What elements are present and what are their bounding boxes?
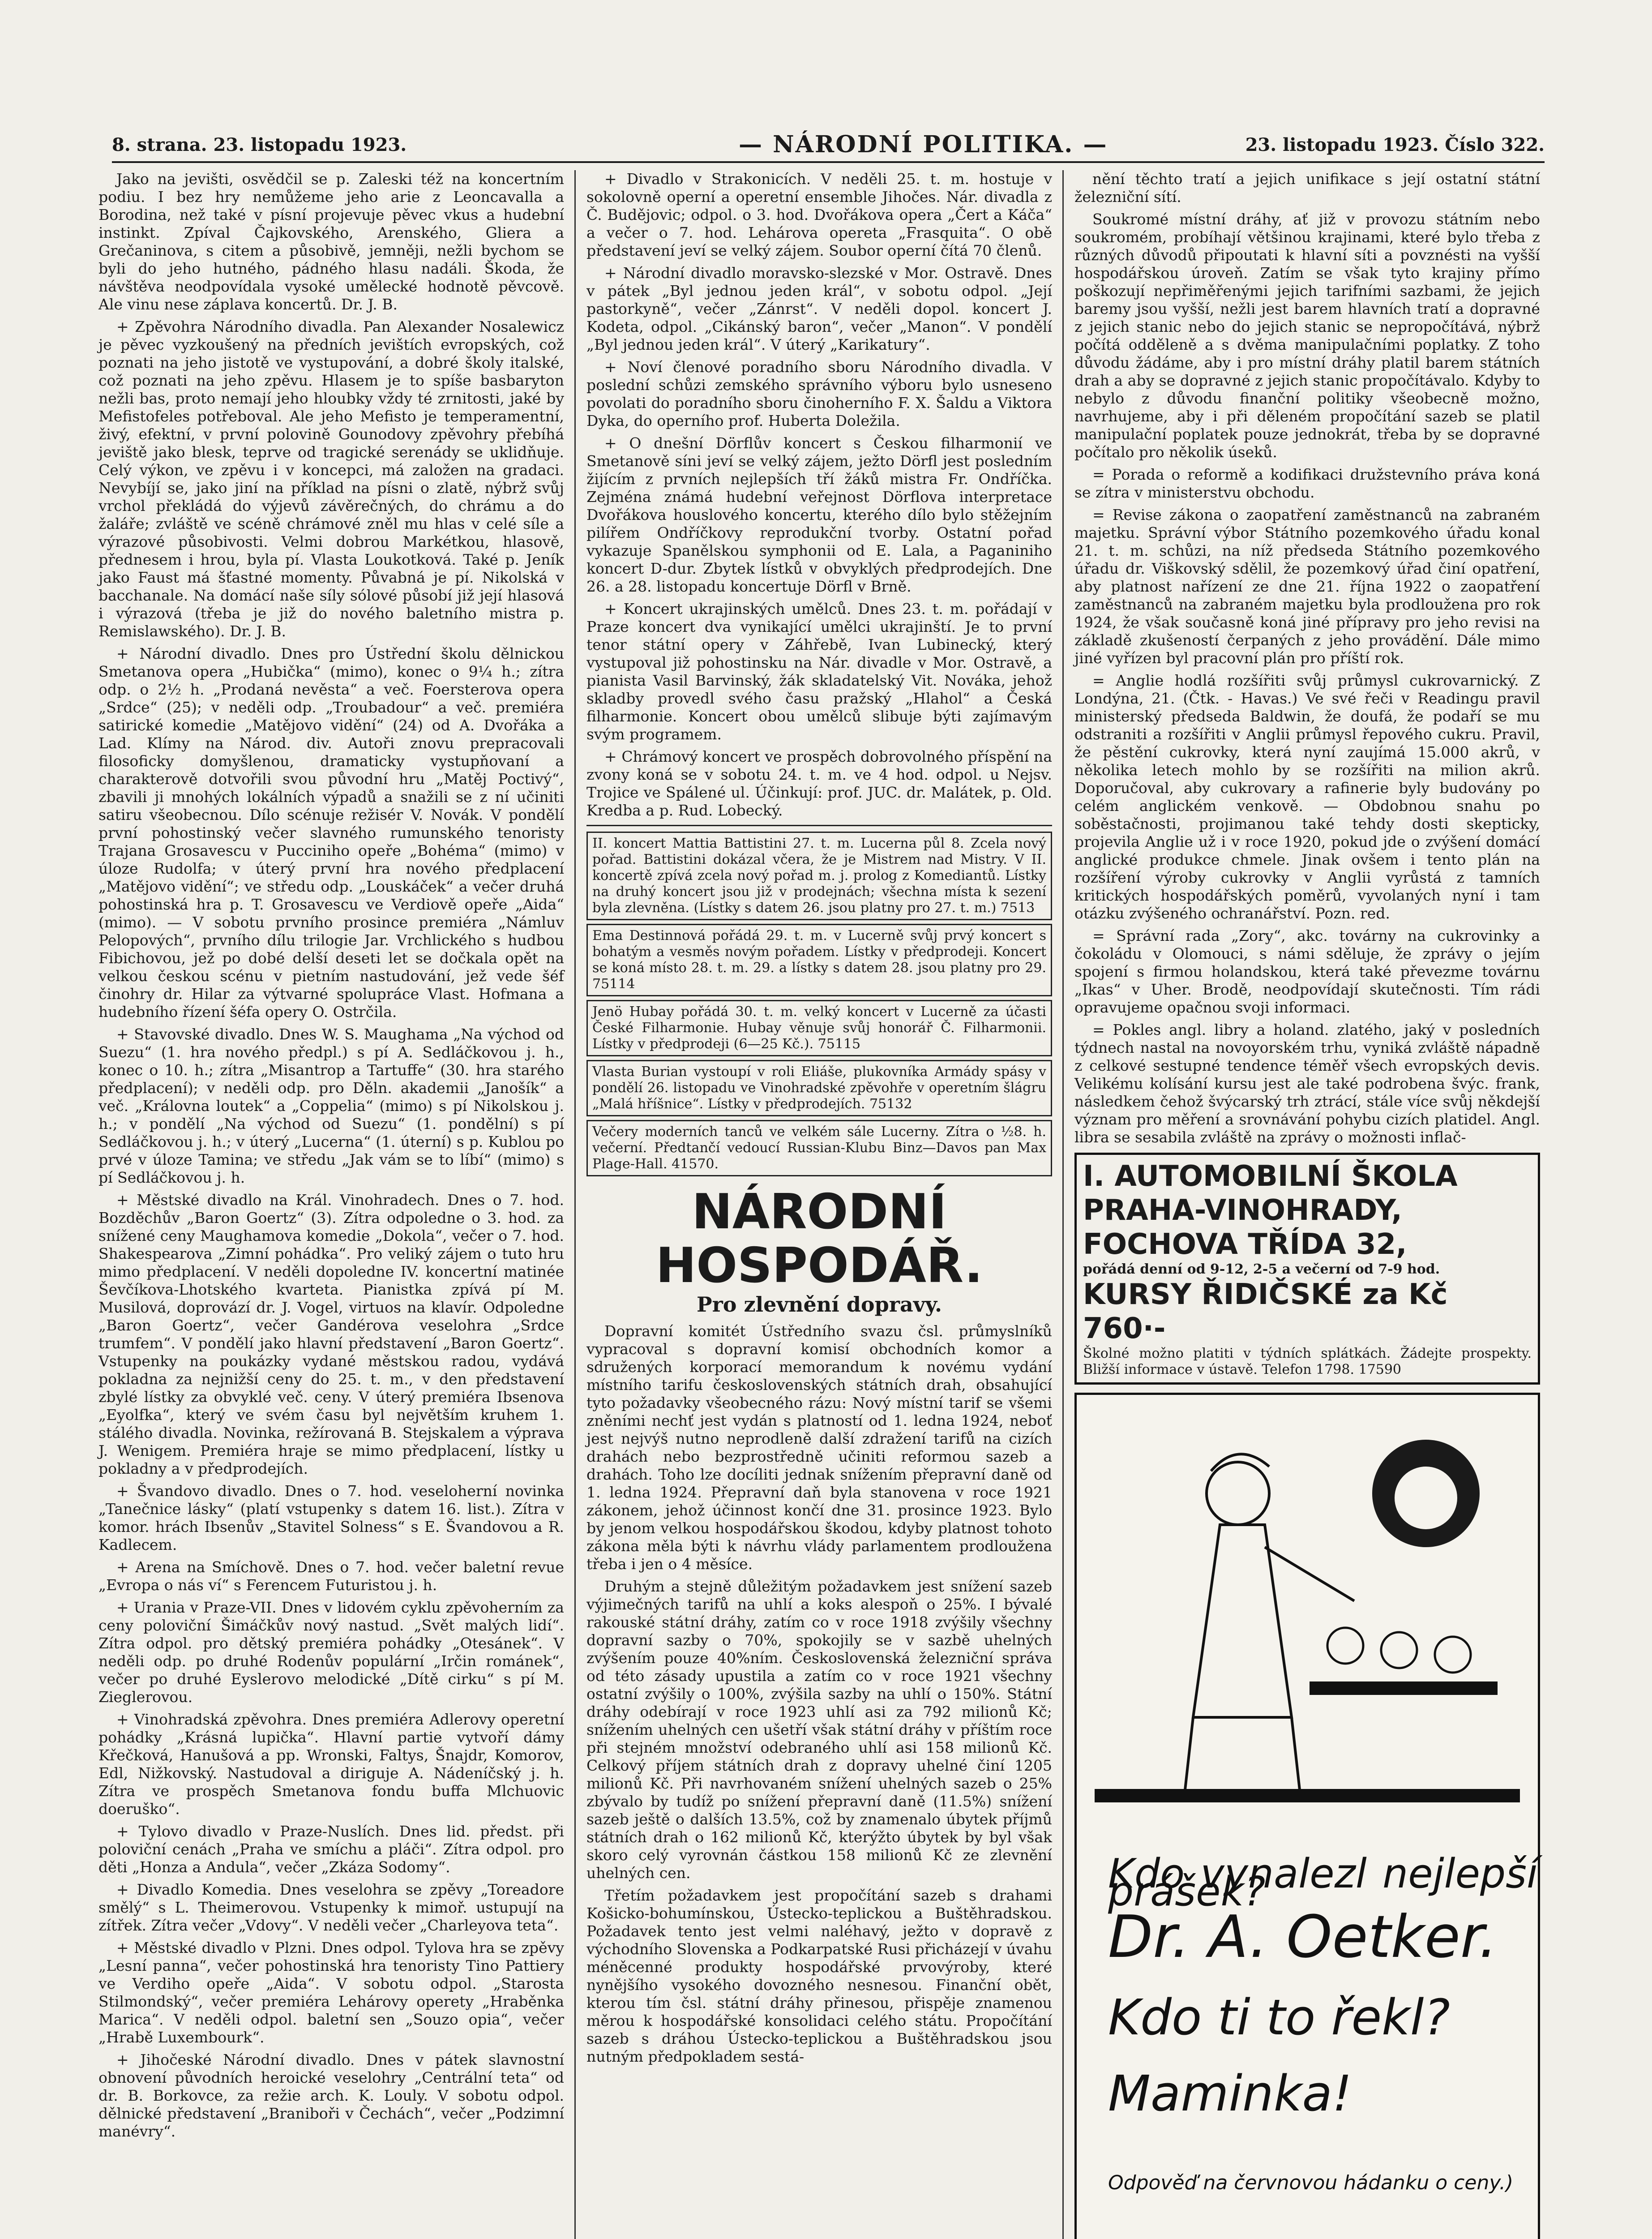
article: + Městské divadlo v Plzni. Dnes odpol. Tylova hra se zpěvy „Lesní panna“, večer pohostinská hra tenoristy Tino Pattiery ve Verdiho opeře „Aida“. V sobotu odpol. „Starosta Stilmondský“, večer premiéra Lehárovy operety „Hraběnka Marica“. V neděli odpol. baletní sen „Souzo opia“, večer „Hrabě Luxembourk“. [98,1939,564,2046]
oetker-ad [1074,1393,1540,2239]
column-3 [1074,170,1540,2239]
ad-handwriting: Kdo vynalezl nejlepší prášek? [1108,1850,1538,1915]
divider [586,825,1052,826]
page-header [112,131,1545,161]
article: + Národní divadlo moravsko-slezské v Mor. Ostravě. Dnes v pátek „Byl jednou jeden král“, v sobotu odpol. „Její pastorkyně“, večer „Zánrst“. V neděli dopol. koncert J. Kodeta, odpol. „Cikánský baron“, večer „Manon“. V pondělí „Byl jednou jeden král“. V úterý „Karikatury“. [586,264,1052,353]
ad-handwriting: Maminka! [1108,2065,1352,2122]
dance-ad: Večery moderních tanců ve velkém sále Lucerny. Zítra o ½8. h. večerní. Předtančí vedoucí Russian-Klubu Binz—Davos pan Max Plage-Hall. 41570. [586,1120,1052,1176]
article: + Koncert ukrajinských umělců. Dnes 23. t. m. pořádají v Praze koncert dva vynikající umělci ukrajinští. Je to první tenor státní opery v Záhřebě, Ivan Lubinecký, který vystupoval již pohostinsku na Nár. divadle v Mor. Ostravě, a pianista Vasil Barvinský, žák skladatelský Vit. Nováka, jehož skladby provedl svého času pražský „Hlahol“ a Česká filharmonie. Koncert obou umělců slibuje býti zajímavým svým programem. [586,600,1052,743]
article: Dopravní komitét Ústředního svazu čsl. průmyslníků vypracoval s dopravní komisí obchodních komor a sdružených korporací memorandum k novému vydání místního tarifu československých státních drah, obsahující tyto požadavky všeobecného rázu: Nový místní tarif se všemi zněními nechť jest vydán s platností od 1. ledna 1924, neboť jest nejvýš nutno neprodleně další zdražení tarifů na cizích drahách nebo bezprostředně učiniti reformou sazeb a drahách. Toho lze docíliti jednak snížením přepravní daně od 1. ledna 1924. Přepravní daň byla stanovena v roce 1921 zákonem, jehož účinnost končí dne 31. prosince 1923. Bylo by jenom velkou hospodářskou škodou, kdyby platnost tohoto zákona měla býti k návrhu vlády parlamentem prodloužena třeba i jen o 4 měsíce. [586,1322,1052,1573]
column-1 [98,170,564,2145]
ad-line: I. AUTOMOBILNÍ ŠKOLA [1083,1160,1458,1193]
article: nění těchto tratí a jejich unifikace s její ostatní státní železniční sítí. [1074,170,1540,206]
column-divider [574,170,576,2239]
article: Druhým a stejně důležitým požadavkem jest snížení sazeb výjimečných tarifů na uhlí a koks alespoň o 25%. I bývalé rakouské státní dráhy, zatím co v roce 1918 zvýšily všechny dopravní sazby o 70%, spokojily se v sazbě uhelných zvýšením pouze 40%ním. Československá železniční správa od této zásady upustila a zatím co v roce 1921 všechny ostatní zvýšily o 100%, zvýšila sazby na uhlí o 150%. Státní dráhy odebírají v roce 1923 uhlí asi za 792 milionů Kč; snížením uhelných cen ušetří však státní dráhy v příštím roce při stejném množství odebraného uhlí asi 158 milionů Kč. Celkový příjem státních drah z dopravy uhelné činí 1205 milionů Kč. Při navrhovaném snížení uhelných sazeb o 25% zbývalo by tudíž po snížení přepravní daně (11.5%) snížení sazeb ještě o dalších 13.5%, což by znamenalo úbytek příjmů státních drah o 162 milionů Kč, kterýžto úbytek by byl však skoro celý vyrovnán částkou 158 milionů Kč ze zlevnění uhelných cen. [586,1578,1052,1882]
concert-ad: Jenö Hubay pořádá 30. t. m. velký koncert v Lucerně za účasti České Filharmonie. Hubay věnuje svůj honorář Č. Filharmonii. Lístky v předprodeji (6—25 Kč.). 75115 [586,1000,1052,1056]
ad-handwriting: Kdo ti to řekl? [1108,1989,1450,2046]
concert-ad: Ema Destinnová pořádá 29. t. m. v Lucerně svůj prvý koncert s bohatým a vesměs novým pořadem. Lístky v předprodeji. Koncert se koná místo 28. t. m. 29. a lístky s datem 28. jsou platny pro 29. 75114 [586,924,1052,996]
ad-line: pořádá denní od 9-12, 2-5 a večerní od 7-9 hod. [1083,1261,1440,1277]
header-rule [112,161,1545,163]
section-title: NÁRODNÍ HOSPODÁŘ. [655,1184,983,1294]
article: = Anglie hodlá rozšířiti svůj průmysl cukrovarnický. Z Londýna, 21. (Čtk. - Havas.) Ve své řeči v Readingu pravil ministerský předseda Baldwin, že doufá, že podaří se mu odstraniti a rozšířiti v Anglii průmysl řepového cukru. Pravil, že pěstění cukrovky, která nyní zaujímá 15.000 akrů, v několika letech mohlo by se rozšířiti na milion akrů. Doporučoval, aby cukrovary a rafinerie byly budovány po celém anglickém venkově. — Obdobnou snahu po soběstačnosti, projimanou také tehdy dosti skepticky, projevila Anglie už i v roce 1920, pokud jde o zvýšení domácí anglické produkce chmele. Jinak ovšem i tento plán na rozšíření výroby cukrovky v Anglii vyrůstá z tamních kritických hospodářských poměrů, vyvolaných nyní i tam otázku zvýšeného ochranářství. Pozn. red. [1074,672,1540,922]
article: = Správní rada „Zory“, akc. továrny na cukrovinky a čokoládu v Olomouci, s námi sděluje, že zprávy o jejím spojení s firmou holandskou, která také převezme továrnu „Ikas“ v Uher. Brodě, neodpovídají skutečnosti. Tím rádi opravujeme opačnou svoji informaci. [1074,927,1540,1016]
ad-line: Školné možno platiti v týdních splátkách. Žádejte prospekty. Bližší informace v ústavě. Telefon 1798. 17590 [1083,1346,1532,1377]
concert-ad: Vlasta Burian vystoupí v roli Eliáše, plukovníka Armády spásy v pondělí 26. listopadu ve Vinohradské zpěvohře v operetním šlágru „Malá hříšnice“. Lístky v předprodejích. 75132 [586,1060,1052,1116]
article-title: Pro zlevnění dopravy. [696,1292,942,1317]
ad-line: PRAHA-VINOHRADY, FOCHOVA TŘÍDA 32, [1083,1194,1407,1261]
ad-line: KURSY ŘIDIČSKÉ za Kč 760·- [1083,1278,1448,1345]
article: + Arena na Smíchově. Dnes o 7. hod. večer baletní revue „Evropa o nás ví“ s Ferencem Futuristou j. h. [98,1558,564,1594]
article: = Pokles angl. libry a holand. zlatého, jaký v posledních týdnech nastal na novoyorském trhu, vyniká zvláště nápadně z celkové sestupné tendence téměř všech evropských devis. Velikému kolísání kursu jest ale také podrobena švýc. frank, následkem čehož švýcarský trh ztrácí, stále více svůj někdejší význam pro měření a srovnávání pohybu cizích platidel. Angl. libra se sesabila zvláště na zprávy o možnosti inflač- [1074,1021,1540,1146]
article: + Tylovo divadlo v Praze-Nuslích. Dnes lid. předst. při poloviční cenách „Praha ve smíchu a pláči“. Zítra odpol. pro děti „Honza a Andula“, večer „Zkáza Sodomy“. [98,1823,564,1876]
article: = Porada o reformě a kodifikaci družstevního práva koná se zítra v ministerstvu obchodu. [1074,466,1540,501]
ad-handwriting: Dr. A. Oetker. [1108,1903,1498,1971]
column-divider [1062,170,1064,2239]
masthead: — NÁRODNÍ POLITIKA. — [739,131,1108,158]
article: + Zpěvohra Národního divadla. Pan Alexander Nosalewicz je pěvec vyzkoušený na předních jevištích evropských, což poznati na jeho jistotě ve vystupování, a dobré školy italské, což poznati na jeho zpěvu. Hlasem je to spíše basbaryton nežli bas, proto nemají jeho hloubky vždy té zrnitosti, jaké by Mefistofeles potřeboval. Ale jeho Mefisto je temperamentní, živý, efektní, v první polovině Gounodovy zpěvohry přebíhá jeviště jako blesk, teprve od tragické serenády se uklidňuje. Celý výkon, ve zpěvu i v koncepci, má založen na gradaci. Nevybíjí se, jako jiní na příklad na písni o zlatě, nýbrž svůj vrchol překládá do výjevů závěrečných, do chrámu a do žaláře; zvláště ve scéně chrámové zněl mu hlas v celé síle a výrazové působivosti. Velmi dobrou Markétkou, hlasově, přednesem i hrou, byla pí. Vlasta Loukotková. Také p. Jeník jako Faust má šťastné momenty. Půvabná je pí. Nikolská v bacchanale. Na domácí naše síly sólové působí již její hlasová i výrazová (třeba je již do nového baletního mistra p. Remislawského). Dr. J. B. [98,318,564,640]
article: + Švandovo divadlo. Dnes o 7. hod. veseloherní novinka „Tanečnice lásky“ (platí vstupenky s datem 16. list.). Zítra v komor. hrách Ibsenův „Stavitel Solness“ s E. Švandovou a R. Kadlecem. [98,1482,564,1553]
header-right: 23. listopadu 1923. Číslo 322. [1245,134,1545,155]
column-2 [586,170,1052,2070]
article: + Jihočeské Národní divadlo. Dnes v pátek slavnostní obnovení původních heroické veselohry „Centrální teta“ od dr. B. Borkovce, za režie arch. K. Louly. V sobotu odpol. dělnické představení „Braniboři v Čechách“, večer „Podzimní manévry“. [98,2051,564,2140]
article: + Divadlo v Strakonicích. V neděli 25. t. m. hostuje v sokolovně operní a operetní ensemble Jihočes. Nár. divadla z Č. Budějovic; odpol. o 3. hod. Dvořákova opera „Čert a Káča“ a večer o 7. hod. Lehárova opereta „Frasquita“. O obě představení jeví se velký zájem. Soubor operní čítá 70 členů. [586,170,1052,259]
concert-ad: II. koncert Mattia Battistini 27. t. m. Lucerna půl 8. Zcela nový pořad. Battistini dokázal včera, že je Mistrem nad Mistry. V II. koncertě zpívá zcela nový pořad m. j. prolog z Komediantů. Lístky na druhý koncert jsou již v prodejnách; všechna místa k sezení byla zlevněna. (Lístky s datem 26. jsou platny pro 27. t. m.) 7513 [586,832,1052,920]
header-left: 8. strana. 23. listopadu 1923. [112,134,407,155]
article: + Noví členové poradního sboru Národního divadla. V poslední schůzi zemského správního výboru bylo usneseno povolati do poradního sboru činoherního F. X. Šaldu a Viktora Dyka, do operního prof. Huberta Doležila. [586,358,1052,429]
article: + Urania v Praze-VII. Dnes v lidovém cyklu zpěvoherním za ceny poloviční Šimáčkův nový nastud. „Svět malých lidí“. Zítra odpol. pro dětský premiéra pohádky „Otesánek“. V neděli odp. po druhé Rodenův populární „Irčin románek“, večer po druhé Eyslerovo melodické „Dítě cirku“ s pí M. Zieglerovou. [98,1599,564,1706]
ad-caption: Odpověď na červnovou hádanku o ceny.) [1108,2171,1514,2194]
article: Třetím požadavkem jest propočítání sazeb s drahami Košicko-bohumínskou, Ústecko-teplickou a Buštěhradskou. Požadavek tento jest velmi naléhavý, ježto v dopravě z východního Slovenska a Podkarpatské Rusi přicházejí v úvahu méněcenné produkty hospodářské prvovýroby, které nynějšího vysokého dovozného nesnesou. Finanční obět, kterou tím čsl. státní dráhy přinesou, přispěje znamenou měrou k hospodářské konsolidaci celého státu. Propočítání sazeb s dráhou Ústecko-teplickou a Buštěhradskou jsou nutným předpokladem sestá- [586,1887,1052,2065]
article: + Vinohradská zpěvohra. Dnes premiéra Adlerovy operetní pohádky „Krásná lupička“. Hlavní partie vytvoří dámy Křečková, Hanušová a pp. Wronski, Faltys, Šnajdr, Komorov, Edl, Nižkovský. Nastudoval a diriguje A. Nádeníčský j. h. Zítra ve prospěch Smetanova fondu buffa Mlchuovic doeruško“. [98,1711,564,1818]
article: Soukromé místní dráhy, ať již v provozu státním nebo soukromém, probíhají většinou krajinami, které bylo třeba z různých důvodů připoutati k hlavní síti a povznésti na vyšší hospodářskou úroveň. Zatím se však tyto krajiny přímo poškozují nepřiměřenými jejich tarifními sazbami, že jejich baremy jsou vyšší, nežli jest barem hlavních tratí a dopravné z jejich stanic nebo do jejich stanic se nepropočítává, nýbrž počítá odděleně a s dvěma manipulačními poplatky. Z toho důvodu žádáme, aby i pro místní dráhy platil barem státních drah a aby se dopravné z jejich stanic propočítávalo. Kdyby to nebylo z důvodu finanční politiky všeobecně možno, navrhujeme, aby i při děleném propočítání sazeb se platil manipulační poplatek pouze jednokrát, třeba by se dopravné počítalo pro několik úseků. [1074,210,1540,461]
article: + Stavovské divadlo. Dnes W. S. Maughama „Na východ od Suezu“ (1. hra nového předpl.) s pí A. Sedláčkovou j. h., konec o 10. h.; zítra „Misantrop a Tartuffe“ (30. hra starého předplacení); v neděli odp. pro Děln. akademii „Janošík“ a več. „Královna loutek“ a „Coppelia“ (mimo) s pí Nikolskou j. h.; v pondělí „Na východ od Suezu“ (1. pondělní) s pí Sedláčkovou j. h.; v úterý „Lucerna“ (1. úterní) s p. Kublou po prvé v úloze Tamina; ve středu „Jak vám se to líbí“ (mimo) s pí Sedláčkovou j. h. [98,1025,564,1186]
article: + Divadlo Komedia. Dnes veselohra se zpěvy „Toreadore smělý“ s L. Theimerovou. Vstupenky k mimoř. ustupují na zítřek. Zítra večer „Vdovy“. V neděli večer „Charleyova teta“. [98,1881,564,1934]
article: + Národní divadlo. Dnes pro Ústřední školu dělnickou Smetanova opera „Hubička“ (mimo), konec o 9¼ h.; zítra odp. o 2½ h. „Prodaná nevěsta“ a več. Foersterova opera „Srdce“ (25); v neděli odp. „Troubadour“ a več. premiéra satirické komedie „Matějovo vidění“ (24) od A. Dvořáka a Lad. Klímy na Národ. div. Autoři znovu prepracovali filosoficky domyšlenou, dramaticky vystupňovaní a charakterově dotvořili svou původní hru „Matěj Poctivý“, zbavili ji mnohých lokálních výpadů a snažili se z ní učiniti satiru všeobecnou. Dílo scénuje režisér V. Novák. V pondělí první pohostinský večer slavného rumunského tenoristy Trajana Grosavescu v Pucciniho opeře „Bohéma“ (mimo) v úloze Rudolfa; v úterý první hra nového předplacení „Matějovo vidění“; ve středu odp. „Louskáček“ a večer druhá pohostinská hra p. T. Grosavescu ve Verdiově opeře „Aida“ (mimo). — V sobotu prvního prosince premiéra „Námluv Pelopových“, prvního dílu trilogie Jar. Vrchlického s hudbou Fibichovou, jež po dobé delší deseti let se dočkala opět na velkou českou scénu v pietním nastudování, jež vede šéf činohry dr. Hilar za výtvarné spolupráce Vlast. Hofmana a hudebního řízení šéfa opery O. Ostrčila. [98,645,564,1021]
article: + Městské divadlo na Král. Vinohradech. Dnes o 7. hod. Bozděchův „Baron Goertz“ (3). Zítra odpoledne o 3. hod. za snížené ceny Maughamova komedie „Dokola“, večer o 7. hod. Shakespearova „Zimní pohádka“. Pro veliký zájem o tuto hru mimo předplacení. V neděli dopoledne IV. koncertní matinée Ševčíkova-Lhotského kvarteta. Pianistka zpívá pí M. Musilová, doprovází dr. J. Vogel, virtuos na klavír. Odpoledne „Baron Goertz“, večer Gandérova veselohra „Srdce trumfem“. V pondělí jako hlavní představení „Baron Goertz“. Vstupenky na poukázky vydané městskou radou, vydává pokladna za nejnižší ceny do 25. t. m., v den představení zbylé lístky za obvyklé več. ceny. V úterý premiéra Ibsenova „Eyolfka“, který ve svém času byl největším kruhem 1. stálého divadla. Novinka, režírovaná B. Stejskalem a výprava J. Wenigem. Premiéra hraje se mimo předplacení, lístky u pokladny a v předprodejích. [98,1191,564,1477]
article: Jako na jevišti, osvědčil se p. Zaleski též na koncertním podiu. I bez hry nemůžeme jeho arie z Leoncavalla a Borodina, než také v písní projevuje pěvec vkus a hudební instinkt. Zpíval Čajkovského, Arenského, Gliera a Grečaninova, s citem a působivě, jemněji, nežli bychom se byli do jeho hutného, pádného hlasu nadáli. Škoda, že návštěva neodpovídala vysoké umělecké hodnotě pěvcově. Ale vinu nese záplava koncertů. Dr. J. B. [98,170,564,313]
article: = Revise zákona o zaopatření zaměstnanců na zabraném majetku. Správní výbor Státního pozemkového úřadu konal 21. t. m. schůzi, na níž předseda Státního pozemkového úřadu dr. Viškovský sdělil, že pozemkový úřad činí opatření, aby platnost nařízení ze dne 21. října 1922 o zaopatření zaměstnanců na zabraném majetku byla prodloužena pro rok 1924, že však současně koná jiné přípravy pro jeho revisi na základě zkušeností čerpaných z jeho provádění. Dále mimo jiné vyřízen byl pracovní plán pro příští rok. [1074,506,1540,667]
driving-school-ad [1074,1153,1540,1385]
article: + O dnešní Dörflův koncert s Českou filharmonií ve Smetanově síni jeví se velký zájem, ježto Dörfl jest posledním žijícím z prvních nejlepších tří žáků mistra Fr. Ondříčka. Zejména známá hudební veřejnost Dörflova interpretace Dvořákova houslového koncertu, kterého dílo bylo stěžejním pilířem Ondříčkovy reprodukční tvorby. Ostatní pořad vykazuje Spanělskou symphonii od E. Lala, a Paganiniho koncert D-dur. Zbytek lístků v obvyklých předprodejích. Dne 26. a 28. listopadu koncertuje Dörfl v Brně. [586,434,1052,595]
article: + Chrámový koncert ve prospěch dobrovolného příspění na zvony koná se v sobotu 24. t. m. ve 4 hod. odpol. u Nejsv. Trojice ve Spálené ul. Účinkují: prof. JUC. dr. Malátek, p. Old. Kredba a p. Rud. Lobecký. [586,748,1052,819]
